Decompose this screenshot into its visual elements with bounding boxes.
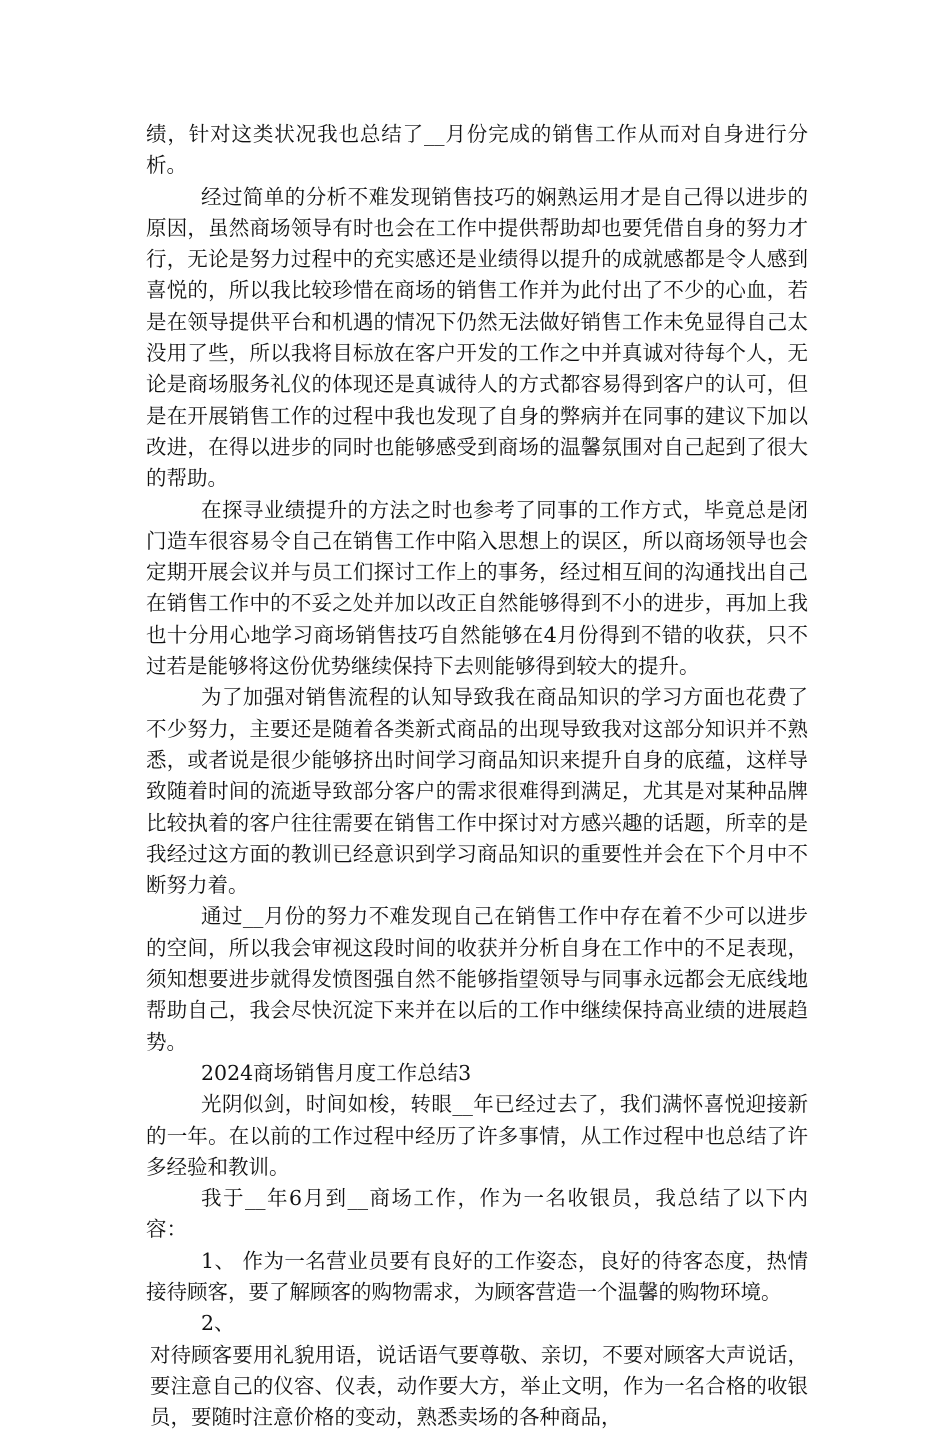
list-item-1: 1、 作为一名营业员要有良好的工作姿态，良好的待客态度，热情接待顾客，要了解顾客的购物需求，为顾客营造一个温馨的购物环境。 [146,1248,808,1304]
paragraph-product-knowledge: 为了加强对销售流程的认知导致我在商品知识的学习方面也花费了不少努力，主要还是随着各类新式商品的出现导致我对这部分知识并不熟悉，或者说是很少能够挤出时间学习商品知识来提升自身的底蕴，这样导致随着时间的流逝导致部分客户的需求很难得到满足，尤其是对某种品牌比较执着的客户往往需要在销售工作中探讨对方感兴趣的话题，所幸的是我经过这方面的教训已经意识到学习商品知识的重要性并会在下个月中不断努力着。 [146,685,808,898]
list-item-2-number: 2、 [201,1311,235,1336]
list-item-2-text: 对待顾客要用礼貌用语，说话语气要尊敬、亲切，不要对顾客大声说话，要注意自己的仪容、仪表，动作要大方，举止文明，作为一名合格的收银员，要随时注意价格的变动，熟悉卖场的各种商品， [150,1342,808,1430]
paragraph-intro: 我于__年6月到__商场工作，作为一名收银员，我总结了以下内容： [146,1186,808,1242]
paragraph-new-year: 光阴似剑，时间如梭，转眼__年已经过去了，我们满怀喜悦迎接新的一年。在以前的工作过程中经历了许多事情，从工作过程中也总结了许多经验和教训。 [146,1092,808,1179]
document-page [146,119,808,1433]
section-heading: 2024商场销售月度工作总结3 [201,1060,472,1085]
paragraph-progress: 通过__月份的努力不难发现自己在销售工作中存在着不少可以进步的空间，所以我会审视这段时间的收获并分析自身在工作中的不足表现，须知想要进步就得发愤图强自然不能够指望领导与同事永远都会无底线地帮助自己，我会尽快沉淀下来并在以后的工作中继续保持高业绩的进展趋势。 [146,904,808,1054]
paragraph-sales-skills: 经过简单的分析不难发现销售技巧的娴熟运用才是自己得以进步的原因，虽然商场领导有时也会在工作中提供帮助却也要凭借自身的努力才行，无论是努力过程中的充实感还是业绩得以提升的成就感都是令人感到喜悦的，所以我比较珍惜在商场的销售工作并为此付出了不少的心血，若是在领导提供平台和机遇的情况下仍然无法做好销售工作未免显得自己太没用了些，所以我将目标放在客户开发的工作之中并真诚对待每个人，无论是商场服务礼仪的体现还是真诚待人的方式都容易得到客户的认可，但是在开展销售工作的过程中我也发现了自身的弊病并在同事的建议下加以改进，在得以进步的同时也能够感受到商场的温馨氛围对自己起到了很大的帮助。 [146,184,808,491]
paragraph-continuation: 绩，针对这类状况我也总结了__月份完成的销售工作从而对自身进行分析。 [146,122,808,178]
paragraph-performance-methods: 在探寻业绩提升的方法之时也参考了同事的工作方式，毕竟总是闭门造车很容易令自己在销售工作中陷入思想上的误区，所以商场领导也会定期开展会议并与员工们探讨工作上的事务，经过相互间的沟通找出自己在销售工作中的不妥之处并加以改正自然能够得到不小的进步，再加上我也十分用心地学习商场销售技巧自然能够在4月份得到不错的收获，只不过若是能够将这份优势继续保持下去则能够得到较大的提升。 [146,497,808,679]
